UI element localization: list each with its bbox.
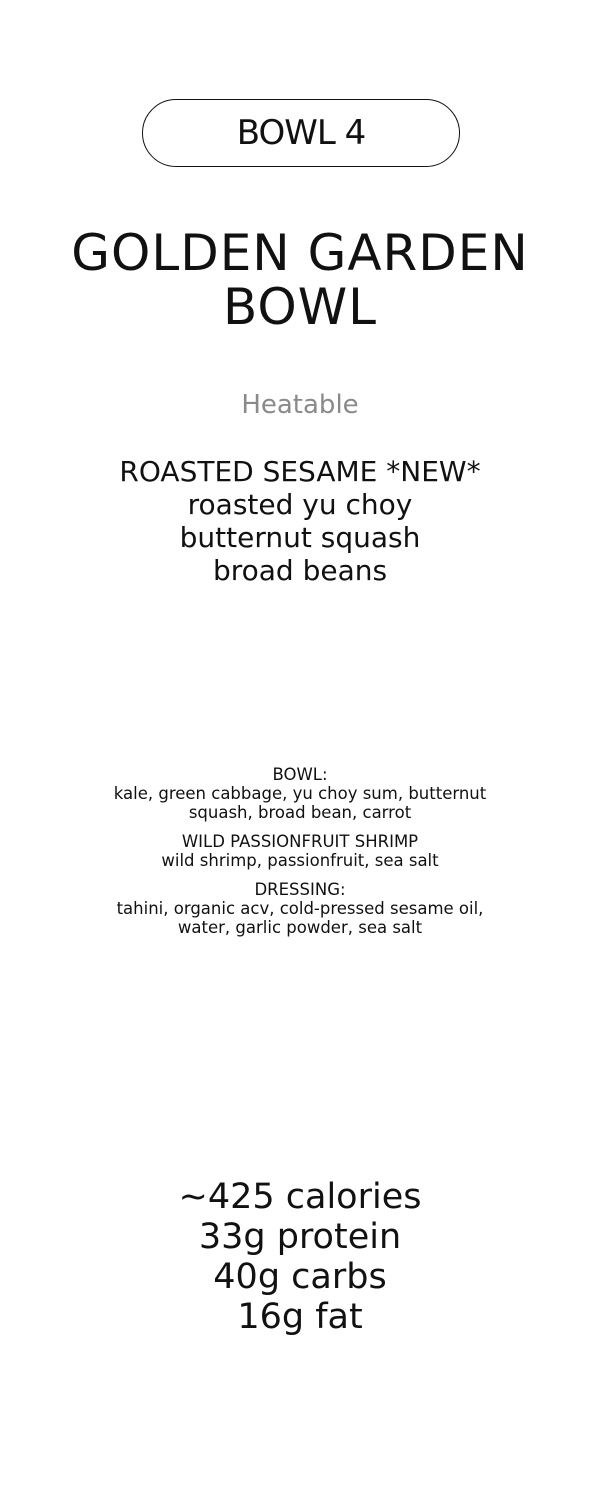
feature-line: broad beans [212, 554, 388, 587]
feature-list [0, 455, 600, 587]
ingredients-dressing-heading: DRESSING: [254, 880, 346, 899]
ingredients-protein [0, 832, 600, 870]
feature-line: ROASTED SESAME *NEW* [119, 455, 481, 488]
ingredients-dressing-line: tahini, organic acv, cold-pressed sesame oil, [116, 899, 484, 918]
ingredients-dressing-line: water, garlic powder, sea salt [177, 918, 423, 937]
ingredients-bowl-heading: BOWL: [272, 765, 328, 784]
ingredients-section [0, 765, 600, 947]
ingredients-protein-heading: WILD PASSIONFRUIT SHRIMP [181, 832, 419, 851]
bowl-title-line-1: GOLDEN GARDEN [71, 224, 529, 282]
nutrition-facts [0, 1177, 600, 1337]
ingredients-bowl-line: kale, green cabbage, yu choy sum, butternut [113, 784, 487, 803]
feature-line: butternut squash [179, 521, 421, 554]
ingredients-bowl-line: squash, broad bean, carrot [188, 803, 412, 822]
fat-value: 16g fat [237, 1297, 363, 1337]
bowl-number-badge [142, 99, 460, 167]
bowl-number: BOWL 4 [236, 113, 366, 153]
protein-value: 33g protein [198, 1217, 402, 1257]
heatable-tag: Heatable [241, 390, 359, 420]
carbs-value: 40g carbs [213, 1257, 387, 1297]
bowl-title-line-2: BOWL [222, 278, 378, 336]
calories-value: ~425 calories [178, 1177, 422, 1217]
feature-line: roasted yu choy [187, 488, 413, 521]
ingredients-protein-line: wild shrimp, passionfruit, sea salt [161, 851, 439, 870]
ingredients-bowl [0, 765, 600, 822]
ingredients-dressing [0, 880, 600, 937]
